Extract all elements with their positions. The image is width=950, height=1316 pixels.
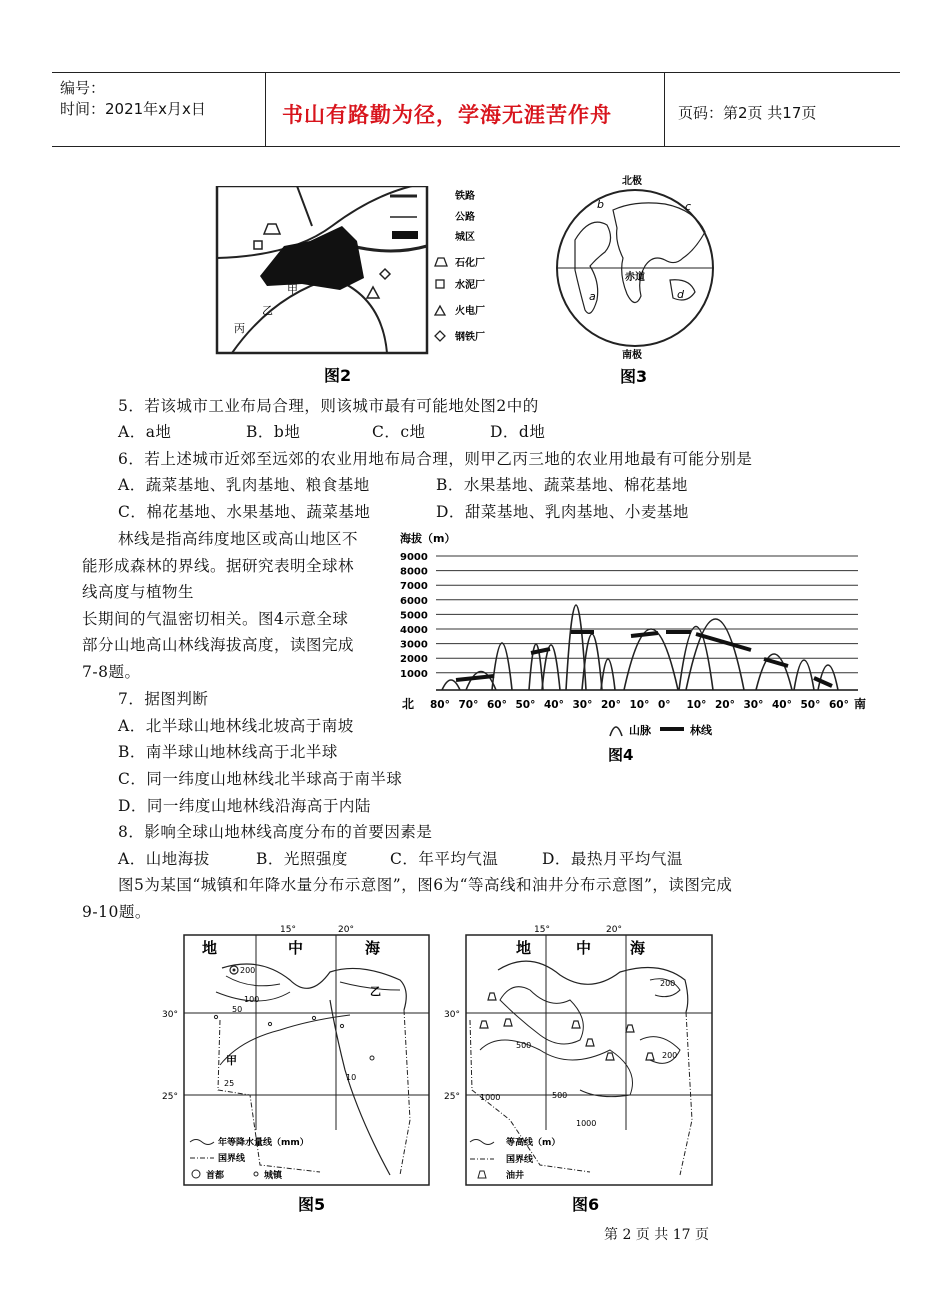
- cement-plant-icon: [254, 241, 262, 249]
- header-divider-right: [664, 72, 665, 146]
- fig6-contour-1000-a: 1000: [480, 1093, 501, 1102]
- town-icon: [268, 1022, 271, 1025]
- fig5-contour-25: 25: [224, 1079, 235, 1088]
- fig4-x-tick-label: 50°: [515, 699, 536, 711]
- intro78-line-1: 林线是指高纬度地区或高山地区不: [118, 530, 359, 548]
- q6-option-d: D．甜菜基地、乳肉基地、小麦基地: [436, 503, 689, 521]
- fig3-north-pole: 北极: [622, 176, 642, 187]
- header-divider-left: [265, 72, 266, 146]
- fig4-x-tick-label: 20°: [715, 699, 735, 711]
- fig4-gridlines: [436, 556, 858, 690]
- fig3-caption: 图3: [620, 367, 648, 386]
- fig4-north-label: 北: [402, 697, 415, 711]
- fig4-treeline-segments: [456, 632, 832, 686]
- fig5-lat-25: 25°: [162, 1092, 178, 1102]
- mountain-profile: [624, 629, 678, 690]
- legend-steel-icon: [435, 331, 445, 341]
- fig6-lon-20: 20°: [606, 925, 622, 935]
- q7-option-a: A．北半球山地林线北坡高于南坡: [118, 717, 354, 735]
- fig5-sea-char-3: 海: [365, 939, 381, 957]
- treeline-segment: [764, 659, 788, 666]
- oil-well-icon: [488, 993, 496, 1000]
- fig6-contour-200-b: 200: [662, 1051, 678, 1060]
- mountain-profile: [492, 643, 512, 690]
- fig4-x-tick-label: 50°: [800, 699, 821, 711]
- intro78-line-2: 能形成森林的界线。据研究表明全球林: [82, 557, 355, 575]
- oil-well-icon: [480, 1021, 488, 1028]
- fig4-x-tick-label: 80°: [430, 699, 450, 711]
- fig4-y-ticks: [400, 552, 428, 680]
- fig2-road: [297, 186, 312, 226]
- header-top-rule: [52, 72, 900, 73]
- town-icon: [340, 1024, 343, 1027]
- fig4-y-tick-label: 8000: [400, 566, 428, 578]
- mountain-profile: [686, 619, 744, 690]
- fig2-label-jia: 甲: [287, 283, 298, 296]
- fig2-legend: [390, 189, 485, 343]
- treeline-segment: [456, 676, 494, 680]
- fig6-oil-wells: [480, 993, 654, 1060]
- fig5-lon-20: 20°: [338, 925, 354, 935]
- q6-option-c: C．棉花基地、水果基地、蔬菜基地: [118, 503, 371, 521]
- fig3-south-pole: 南极: [622, 350, 642, 361]
- fig4-y-tick-label: 5000: [400, 610, 428, 622]
- town-icon: [214, 1015, 217, 1018]
- legend-power: 火电厂: [455, 306, 485, 317]
- fig6-contour: [480, 1040, 633, 1097]
- fig5-label-yi: 乙: [370, 985, 381, 998]
- fig3-point-d: d: [677, 288, 684, 301]
- legend-oil-well-icon: [478, 1171, 486, 1178]
- fig4-x-tick-label: 30°: [572, 699, 593, 711]
- fig4-x-tick-label: 40°: [544, 699, 564, 711]
- fig4-caption: 图4: [608, 746, 634, 764]
- fig4-x-tick-label: 70°: [458, 699, 479, 711]
- fig5-lon-15: 15°: [280, 925, 296, 935]
- legend-town-icon: [254, 1172, 258, 1176]
- figure-2-city-map: [212, 186, 512, 386]
- mountain-profile: [794, 660, 814, 690]
- q8-option-a: A．山地海拔: [118, 850, 210, 868]
- fig6-frame: [466, 935, 712, 1185]
- fig6-contour-1000-b: 1000: [576, 1119, 597, 1128]
- fig6-lat-30: 30°: [444, 1010, 460, 1020]
- fig2-urban-area: [260, 226, 364, 290]
- oil-well-icon: [504, 1019, 512, 1026]
- legend-isohyet-icon: [190, 1140, 214, 1145]
- fig4-x-tick-label: 10°: [629, 699, 650, 711]
- q5-option-b: B．b地: [246, 423, 301, 441]
- fig5-contour-200: 200: [240, 966, 256, 975]
- fig5-legend-border: 国界线: [218, 1154, 246, 1164]
- power-plant-icon: [367, 287, 379, 298]
- fig5-caption: 图5: [298, 1195, 326, 1214]
- q7-option-b: B．南半球山地林线高于北半球: [118, 743, 338, 761]
- fig4-y-tick-label: 4000: [400, 625, 428, 636]
- legend-contour-icon: [470, 1140, 494, 1145]
- fig4-x-tick-label: 30°: [743, 699, 764, 711]
- fig4-y-tick-label: 1000: [400, 668, 428, 680]
- question-5: 5．若该城市工业布局合理，则该城市最有可能地处图2中的: [118, 397, 539, 415]
- q8-option-c: C．年平均气温: [390, 850, 499, 868]
- fig4-ylabel: 海拔（m）: [400, 532, 456, 545]
- fig6-contour-200-a: 200: [660, 979, 676, 988]
- legend-petrochem-icon: [435, 258, 447, 266]
- fig5-legend-isohyet: 年等降水量线（mm）: [218, 1138, 309, 1148]
- q8-option-b: B．光照强度: [256, 850, 348, 868]
- legend-steel: 钢铁厂: [455, 332, 485, 343]
- intro78-line-4: 长期间的气温密切相关。图4示意全球: [82, 610, 349, 628]
- figure-4-treeline-chart: [396, 528, 870, 768]
- figure-5-rainfall-map: [160, 920, 440, 1216]
- intro78-line-6: 7-8题。: [82, 663, 141, 681]
- legend-cement: 水泥厂: [455, 280, 485, 291]
- question-7: 7．据图判断: [118, 690, 209, 708]
- treeline-segment: [814, 678, 832, 686]
- fig5-contour-50: 50: [232, 1005, 243, 1014]
- fig3-point-c: c: [685, 200, 692, 213]
- fig5-sea-char-1: 地: [202, 939, 218, 957]
- oil-well-icon: [572, 1021, 580, 1028]
- fig6-lat-25: 25°: [444, 1092, 460, 1102]
- fig6-lon-15: 15°: [534, 925, 550, 935]
- legend-capital-icon: [192, 1170, 200, 1178]
- q7-option-d: D．同一纬度山地林线沿海高于内陆: [118, 797, 371, 815]
- header-bottom-rule: [52, 146, 900, 147]
- figure-6-contour-oil-map: [440, 920, 720, 1216]
- legend-road: 公路: [455, 212, 475, 223]
- doc-number-label: 编号：: [60, 79, 106, 97]
- legend-petrochem: 石化厂: [455, 258, 485, 269]
- fig6-border: [680, 1012, 692, 1175]
- fig2-label-yi: 乙: [262, 304, 273, 317]
- fig5-contour: [226, 976, 280, 986]
- fig4-south-label: 南: [854, 697, 867, 711]
- fig4-y-tick-label: 9000: [400, 552, 428, 563]
- fig5-legend-town: 城镇: [264, 1171, 283, 1181]
- oil-well-icon: [606, 1053, 614, 1060]
- legend-urban-icon: [392, 231, 418, 239]
- legend-urban: 城区: [455, 232, 475, 243]
- fig5-label-jia: 甲: [226, 1054, 237, 1067]
- intro910-line-1: 图5为某国“城镇和年降水量分布示意图”，图6为“等高线和油井分布示意图”，读图完成: [118, 876, 733, 894]
- q5-option-c: C．c地: [372, 423, 426, 441]
- treeline-segment: [631, 633, 658, 636]
- fig4-x-ticks: [430, 699, 849, 711]
- page-indicator: 页码：第2页 共17页: [678, 104, 817, 122]
- fig5-lat-30: 30°: [162, 1010, 178, 1020]
- intro78-line-3: 线高度与植物生: [82, 583, 195, 601]
- fig6-sea-char-3: 海: [630, 939, 646, 957]
- fig5-border: [218, 1020, 320, 1172]
- q7-option-c: C．同一纬度山地林线北半球高于南半球: [118, 770, 403, 788]
- town-icon: [370, 1056, 374, 1060]
- legend-power-icon: [435, 306, 445, 315]
- fig2-caption: 图2: [324, 366, 352, 385]
- petrochem-plant-icon: [264, 224, 280, 234]
- fig4-legend-mountain: 山脉: [629, 724, 651, 737]
- fig2-road: [232, 278, 387, 353]
- mountain-profile: [756, 654, 792, 690]
- fig4-x-tick-label: 40°: [772, 699, 792, 711]
- fig2-railway: [352, 246, 427, 251]
- town-icon: [312, 1016, 315, 1019]
- fig5-contour-100: 100: [244, 995, 260, 1004]
- question-8: 8．影响全球山地林线高度分布的首要因素是: [118, 823, 433, 841]
- fig4-mountain-profiles: [442, 605, 838, 690]
- intro78-line-5: 部分山地高山林线海拔高度，读图完成: [82, 636, 355, 654]
- legend-cement-icon: [436, 280, 444, 288]
- fig4-legend-treeline: 林线: [690, 724, 712, 737]
- steel-plant-icon: [380, 269, 390, 279]
- fig6-legend-border: 国界线: [506, 1155, 534, 1165]
- fig6-sea-char-2: 中: [576, 939, 592, 957]
- q6-option-a: A．蔬菜基地、乳肉基地、粮食基地: [118, 476, 370, 494]
- fig6-legend-contour: 等高线（m）: [506, 1138, 561, 1148]
- fig6-contour-500-a: 500: [516, 1041, 532, 1050]
- figure-3-globe: [545, 170, 735, 390]
- q6-option-b: B．水果基地、蔬菜基地、棉花基地: [436, 476, 688, 494]
- fig2-label-bing: 丙: [234, 322, 245, 335]
- oil-well-icon: [646, 1053, 654, 1060]
- q5-option-d: D．d地: [490, 423, 546, 441]
- fig3-point-b: b: [597, 198, 604, 211]
- fig4-y-tick-label: 7000: [400, 581, 428, 593]
- question-6: 6．若上述城市近郊至远郊的农业用地布局合理，则甲乙丙三地的农业用地最有可能分别是: [118, 450, 753, 468]
- fig5-contour: [330, 1000, 390, 1175]
- doc-time-label: 时间：2021年x月x日: [60, 100, 206, 118]
- fig3-equator-label: 赤道: [625, 272, 645, 283]
- mountain-profile: [601, 659, 615, 690]
- fig4-x-tick-label: 10°: [686, 699, 707, 711]
- fig4-x-tick-label: 0°: [658, 699, 671, 711]
- fig5-border: [400, 1010, 410, 1175]
- fig3-point-a: a: [589, 290, 596, 303]
- fig4-y-tick-label: 6000: [400, 595, 428, 607]
- fig5-contour-10: 10: [346, 1073, 357, 1082]
- fig4-x-tick-label: 60°: [829, 699, 849, 711]
- legend-mountain-icon: [610, 727, 622, 736]
- fig6-legend-oil-well: 油井: [506, 1171, 525, 1181]
- legend-railway: 铁路: [455, 191, 475, 202]
- q8-option-d: D．最热月平均气温: [542, 850, 683, 868]
- oil-well-icon: [586, 1039, 594, 1046]
- capital-icon-dot: [233, 969, 236, 972]
- fig6-contour: [500, 987, 583, 1044]
- fig5-sea-char-2: 中: [288, 939, 304, 957]
- header-motto: 书山有路勤为径，学海无涯苦作舟: [282, 103, 612, 127]
- page-footer: 第 2 页 共 17 页: [604, 1227, 709, 1243]
- fig6-contour-500-b: 500: [552, 1091, 568, 1100]
- oil-well-icon: [626, 1025, 634, 1032]
- fig6-caption: 图6: [572, 1195, 600, 1214]
- fig4-y-tick-label: 3000: [400, 639, 428, 651]
- fig5-legend-capital: 首都: [206, 1171, 225, 1181]
- fig4-y-tick-label: 2000: [400, 654, 428, 666]
- fig4-x-tick-label: 20°: [601, 699, 621, 711]
- q5-option-a: A．a地: [118, 423, 172, 441]
- fig4-x-tick-label: 60°: [487, 699, 507, 711]
- intro910-line-2: 9-10题。: [82, 903, 151, 921]
- fig6-sea-char-1: 地: [516, 939, 532, 957]
- fig5-contour: [220, 1015, 350, 1065]
